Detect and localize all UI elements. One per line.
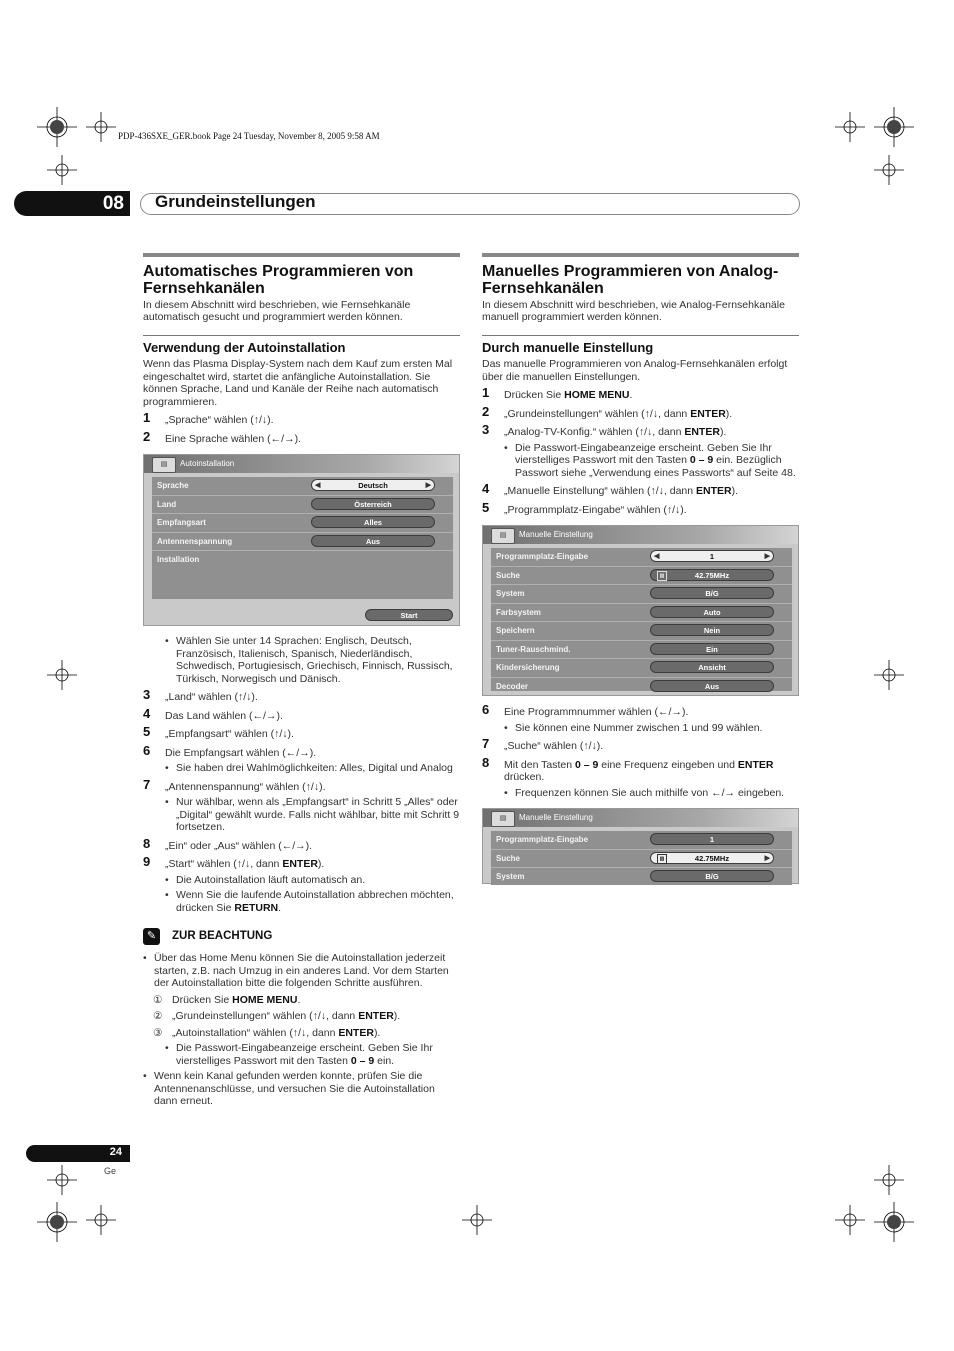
key-label: RETURN (234, 901, 279, 914)
step-number: 4 (143, 705, 151, 721)
osd-value[interactable]: Nein (650, 624, 774, 636)
osd-row[interactable] (491, 868, 792, 886)
bullet: • Sie haben drei Wahlmöglichkeiten: Alles, Digital und Analog (143, 762, 460, 775)
osd-row[interactable] (491, 548, 792, 567)
note-bullet: • Wenn kein Kanal gefunden werden konnte, prüfen Sie die Antennenanschlüsse, und versuchen Sie die Autoinstallation dann erneut. (143, 1070, 460, 1108)
osd-value[interactable]: Ein (650, 643, 774, 655)
osd-value[interactable]: Aus (650, 680, 774, 692)
step-1: 1 Drücken Sie HOME MENU. (482, 385, 633, 401)
arrow-right-icon: ▶ (425, 482, 431, 489)
chapter-number: 08 (14, 191, 130, 216)
section-intro: In diesem Abschnitt wird beschrieben, wie Fernsehkanäle automatisch gesucht und programmiert werden können. (143, 299, 411, 323)
step-1 (143, 410, 460, 427)
key-label: ENTER (737, 758, 774, 771)
start-button[interactable]: Start (365, 609, 453, 621)
osd-menu (491, 548, 792, 691)
osd-value[interactable]: Auto (650, 606, 774, 618)
step-text: „Land“ wählen (↑/↓). (165, 691, 258, 703)
step-2 (143, 428, 460, 446)
step-number: 2 (482, 403, 490, 419)
osd-row[interactable] (152, 496, 453, 515)
osd-row-label: Land (157, 499, 177, 509)
menu-icon: ▤ (152, 457, 176, 473)
step-number: 1 (143, 410, 151, 425)
step-text: „Antennenspannung“ wählen (↑/↓). (165, 780, 326, 793)
page-language: Ge (104, 1166, 117, 1176)
note-substep: ① Drücken Sie HOME MENU. (153, 993, 301, 1006)
divider (482, 335, 799, 336)
step-number: 1 (482, 385, 490, 400)
step-6 (482, 702, 799, 719)
osd-row-label: Suche (496, 853, 521, 863)
section-heading: Automatisches Programmieren von Fernsehkanälen (143, 263, 414, 297)
step-8 (143, 835, 460, 853)
step-number: 6 (482, 702, 490, 717)
section-bar (482, 253, 799, 257)
osd-row[interactable] (152, 551, 453, 569)
chapter-title: Grundeinstellungen (155, 192, 316, 211)
arrow-right-icon: ▶ (764, 553, 770, 560)
step-number: 9 (143, 854, 151, 869)
step-text: Eine Sprache wählen (←/→). (165, 432, 301, 445)
step-2: 2 „Grundeinstellungen“ wählen (↑/↓, dann ENTER). (482, 403, 733, 420)
bullet: • Wenn Sie die laufende Autoinstallation abbrechen möchten, drücken Sie RETURN. (143, 889, 460, 914)
key-label: HOME MENU (232, 993, 298, 1006)
step-5 (143, 724, 460, 741)
key-label: ENTER (690, 407, 726, 420)
step-number: 7 (143, 776, 151, 792)
pencil-icon: ✎ (143, 928, 160, 945)
paragraph: Wenn das Plasma Display-System nach dem Kauf zum ersten Mal eingeschaltet wird, startet die anfängliche Autoinstallation. Sie können Sprache, Land und Kanäle der Reihe nach automatisch programmieren. (143, 358, 453, 408)
step-8: 8 Mit den Tasten 0 – 9 eine Frequenz eingeben und ENTER drücken. (482, 754, 774, 783)
step-number: 8 (143, 835, 151, 851)
key-label: 0 – 9 (575, 758, 599, 771)
file-header: PDP-436SXE_GER.book Page 24 Tuesday, November 8, 2005 9:58 AM (118, 131, 380, 141)
osd-row[interactable] (491, 641, 792, 660)
osd-value[interactable]: ◀ 1 ▶ (650, 550, 774, 562)
osd-row-label: Sprache (157, 481, 189, 490)
osd-value[interactable]: B/G (650, 870, 774, 882)
osd-row-label: Farbsystem (496, 607, 541, 617)
osd-row-label: Kindersicherung (496, 663, 560, 672)
bullet: • Frequenzen können Sie auch mithilfe von ←/→ eingeben. (482, 787, 799, 800)
osd-row-label: System (496, 872, 525, 881)
osd-autoinstallation (143, 454, 460, 626)
osd-value[interactable]: Ansicht (650, 661, 774, 673)
step-number: 3 (482, 422, 490, 437)
step-number: 5 (143, 724, 151, 739)
osd-row-label: Speichern (496, 626, 535, 635)
osd-value[interactable]: 1 (650, 833, 774, 845)
step-text: Die Empfangsart wählen (←/→). (165, 746, 317, 759)
divider (143, 335, 460, 336)
osd-row-label: Antennenspannung (157, 536, 233, 546)
key-label: ENTER (282, 858, 318, 870)
osd-row[interactable] (152, 514, 453, 533)
key-label: ENTER (696, 485, 732, 497)
note-substep: ③ „Autoinstallation“ wählen (↑/↓, dann ENTER). (153, 1026, 381, 1039)
menu-icon: ▤ (491, 811, 515, 827)
arrow-right-icon: ▶ (764, 854, 770, 862)
osd-header (483, 809, 798, 827)
key-label: HOME MENU (564, 389, 630, 401)
osd-value[interactable]: Österreich (311, 498, 435, 510)
subsection-heading: Verwendung der Autoinstallation (143, 340, 346, 355)
step-text: „Empfangsart“ wählen (↑/↓). (165, 728, 294, 740)
osd-value[interactable]: ◀ Deutsch ▶ (311, 479, 435, 491)
step-text: „Programmplatz-Eingabe“ wählen (↑/↓). (504, 503, 687, 516)
osd-manual-setup (482, 525, 799, 696)
bullet: • Sie können eine Nummer zwischen 1 und 99 wählen. (482, 722, 799, 735)
note-header (143, 928, 460, 946)
keypad-icon: ▥ (657, 571, 667, 581)
osd-row-label: Programmplatz-Eingabe (496, 835, 589, 844)
step-number: 6 (143, 742, 151, 758)
note-bullet: • Die Passwort-Eingabeanzeige erscheint. Geben Sie Ihr vierstelliges Passwort mit den Tasten 0 – 9 ein. (143, 1042, 460, 1067)
osd-row-label: System (496, 589, 525, 598)
key-label: ENTER (338, 1026, 374, 1039)
osd-header (483, 526, 798, 544)
step-4: 4 „Manuelle Einstellung“ wählen (↑/↓, dann ENTER). (482, 481, 739, 497)
step-7 (143, 776, 460, 794)
paragraph: Das manuelle Programmieren von Analog-Fernsehkanälen erfolgt über die manuellen Einstellungen. (482, 358, 788, 383)
osd-row[interactable] (152, 477, 453, 496)
step-text: Eine Programmnummer wählen (←/→). (504, 706, 689, 718)
step-3: 3 „Analog-TV-Konfig.“ wählen (↑/↓, dann ENTER). (482, 422, 727, 438)
step-number: 4 (482, 481, 490, 496)
menu-icon: ▤ (491, 528, 515, 544)
step-5 (482, 499, 799, 517)
osd-header (144, 455, 459, 473)
arrow-left-icon: ◀ (654, 553, 660, 560)
right-column (482, 253, 799, 884)
step-text: „Suche“ wählen (↑/↓). (504, 740, 604, 752)
osd-row-label: Empfangsart (157, 518, 206, 527)
arrow-left-icon: ◀ (315, 482, 321, 489)
note-title: ZUR BEACHTUNG (172, 930, 273, 942)
osd-row-label: Tuner-Rauschmind. (496, 644, 571, 654)
osd-row-label: Decoder (496, 681, 529, 691)
step-3 (143, 687, 460, 704)
osd-value[interactable]: Aus (311, 535, 435, 547)
step-number: 7 (482, 736, 490, 751)
osd-row[interactable] (491, 585, 792, 604)
osd-value[interactable]: ▥ 42.75MHz ▶ (650, 852, 774, 864)
osd-value[interactable]: ▥ 42.75MHz (650, 569, 774, 581)
osd-row[interactable] (152, 533, 453, 552)
page-number: 24 (109, 1146, 122, 1158)
note-bullet: • Über das Home Menu können Sie die Autoinstallation jederzeit starten, z.B. nach Umzug in ein anderes Land. Vor dem Starten der Autoinstallation bitte die folgenden Schritte ausführen. (143, 952, 460, 990)
key-label: 0 – 9 (689, 454, 714, 466)
osd-row[interactable] (491, 678, 792, 696)
osd-value[interactable]: Alles (311, 516, 435, 528)
osd-title: Manuelle Einstellung (519, 813, 593, 822)
key-label: 0 – 9 (350, 1054, 375, 1067)
osd-row-label: Installation (157, 555, 200, 564)
step-number: 8 (482, 754, 490, 770)
step-text: Das Land wählen (←/→). (165, 709, 283, 722)
step-7 (482, 736, 799, 753)
osd-row-label: Programmplatz-Eingabe (496, 552, 589, 561)
osd-row[interactable] (491, 622, 792, 641)
bullet: • Die Autoinstallation läuft automatisch an. (143, 874, 460, 887)
section-heading: Manuelles Programmieren von Analog-Fernsehkanälen (482, 263, 779, 297)
key-label: ENTER (684, 426, 720, 438)
step-6 (143, 742, 460, 760)
section-intro: In diesem Abschnitt wird beschrieben, wie Analog-Fernsehkanäle manuell programmiert werden können. (482, 299, 785, 323)
step-text: „Sprache“ wählen (↑/↓). (165, 414, 274, 426)
bullet: • Die Passwort-Eingabeanzeige erscheint. Geben Sie Ihr vierstelliges Passwort mit den Tasten 0 – 9 ein. Bezüglich Passwort siehe „Verwendung eines Passworts“ auf Seite 48. (482, 442, 799, 480)
note-substep: ② „Grundeinstellungen“ wählen (↑/↓, dann ENTER). (153, 1010, 401, 1022)
step-number: 3 (143, 687, 151, 702)
osd-row-label: Suche (496, 570, 521, 580)
bullet: • Nur wählbar, wenn als „Empfangsart“ in Schritt 5 „Alles“ oder „Digital“ gewählt wurde. Falls nicht wählbar, bitte mit Schritt 9 fortsetzen. (143, 796, 460, 834)
osd-row[interactable] (491, 604, 792, 623)
osd-row[interactable] (491, 850, 792, 869)
key-label: ENTER (358, 1010, 394, 1022)
left-column (143, 253, 460, 1108)
osd-menu (491, 831, 792, 885)
step-text: „Ein“ oder „Aus“ wählen (←/→). (165, 839, 313, 852)
osd-manual-setup-search (482, 808, 799, 884)
section-bar (143, 253, 460, 257)
osd-row[interactable] (491, 831, 792, 850)
osd-menu (152, 477, 453, 599)
osd-value[interactable]: B/G (650, 587, 774, 599)
step-number: 2 (143, 428, 151, 444)
bullet: • Wählen Sie unter 14 Sprachen: Englisch, Deutsch, Französisch, Italienisch, Spanisch, Niederländisch, Schwedisch, Portugiesisch, Griechisch, Finnisch, Russisch, Türkisch, Norwegisch und Dänisch. (143, 635, 460, 685)
keypad-icon: ▥ (657, 854, 667, 864)
osd-title: Autoinstallation (180, 459, 235, 468)
subsection-heading: Durch manuelle Einstellung (482, 340, 654, 355)
step-number: 5 (482, 499, 490, 515)
osd-row[interactable] (491, 567, 792, 586)
step-4 (143, 705, 460, 723)
step-9: 9 „Start“ wählen (↑/↓, dann ENTER). (143, 854, 325, 870)
osd-row[interactable] (491, 659, 792, 678)
osd-title: Manuelle Einstellung (519, 530, 593, 539)
